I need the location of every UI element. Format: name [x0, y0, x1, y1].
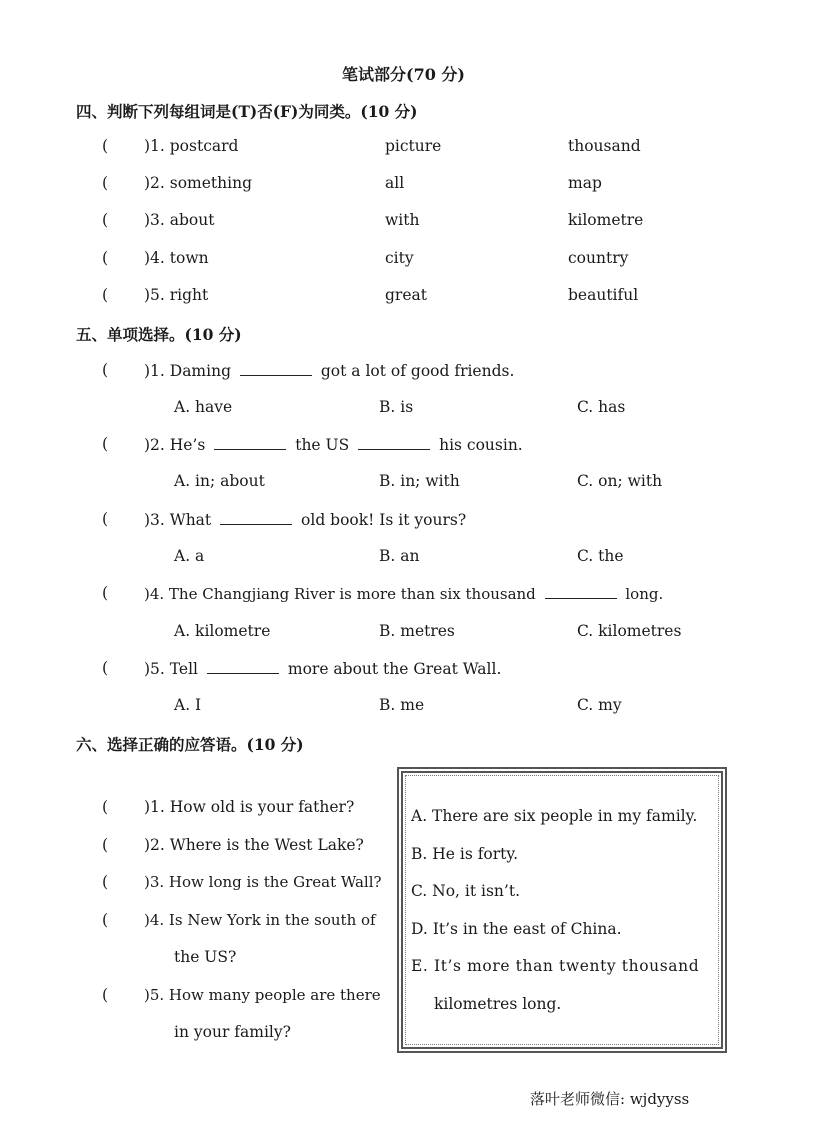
- question-text: the US: [295, 436, 350, 454]
- option-c[interactable]: C. has: [577, 398, 626, 416]
- dialogue-question: )2. Where is the West Lake?: [144, 836, 364, 854]
- answer-blank[interactable]: [220, 510, 292, 525]
- item-word-2: city: [385, 249, 414, 267]
- section-5-heading: 五、单项选择。(10 分): [76, 325, 242, 344]
- question-text: )5. Tell: [144, 660, 198, 678]
- answer-blank[interactable]: [358, 435, 430, 450]
- item-word-2: all: [385, 174, 405, 192]
- answer-paren[interactable]: (: [102, 873, 109, 891]
- option-c[interactable]: C. the: [577, 547, 624, 565]
- page-title: 笔试部分(70 分): [342, 65, 465, 84]
- option-b[interactable]: B. an: [379, 547, 420, 565]
- option-a[interactable]: A. a: [174, 547, 205, 565]
- answer-paren[interactable]: (: [102, 249, 109, 267]
- option-b[interactable]: B. me: [379, 696, 425, 714]
- question-2: [144, 435, 523, 454]
- answer-option: A. There are six people in my family.: [411, 807, 698, 825]
- answer-blank[interactable]: [214, 435, 286, 450]
- section-6-heading: 六、选择正确的应答语。(10 分): [76, 735, 304, 754]
- answer-paren[interactable]: (: [102, 911, 109, 929]
- answer-paren[interactable]: (: [102, 137, 109, 155]
- option-a[interactable]: A. in; about: [174, 472, 265, 490]
- answer-option-continued: kilometres long.: [434, 995, 562, 1013]
- question-1: [144, 361, 514, 380]
- answer-paren[interactable]: (: [102, 798, 109, 816]
- answer-blank[interactable]: [240, 361, 312, 376]
- question-text: old book! Is it yours?: [301, 511, 467, 529]
- item-word-2: great: [385, 286, 427, 304]
- answer-blank[interactable]: [545, 584, 617, 599]
- answer-option: E. It’s more than twenty thousand: [411, 957, 700, 975]
- dialogue-question-continued: the US?: [174, 948, 237, 966]
- question-text: )2. He’s: [144, 436, 206, 454]
- answer-paren[interactable]: (: [102, 211, 109, 229]
- question-text: )3. What: [144, 511, 212, 529]
- item-word-1: )5. right: [144, 286, 209, 304]
- option-a[interactable]: A. I: [174, 696, 202, 714]
- item-word-3: country: [568, 249, 629, 267]
- item-word-3: beautiful: [568, 286, 639, 304]
- item-word-3: kilometre: [568, 211, 644, 229]
- item-word-1: )4. town: [144, 249, 209, 267]
- item-word-1: )1. postcard: [144, 137, 239, 155]
- answer-paren[interactable]: (: [102, 286, 109, 304]
- answer-paren[interactable]: (: [102, 510, 109, 528]
- option-a[interactable]: A. kilometre: [174, 622, 271, 640]
- item-word-1: )3. about: [144, 211, 215, 229]
- question-text: his cousin.: [439, 436, 523, 454]
- footer-contact: 落叶老师微信: wjdyyss: [530, 1090, 690, 1108]
- answer-option: C. No, it isn’t.: [411, 882, 520, 900]
- option-c[interactable]: C. on; with: [577, 472, 663, 490]
- option-b[interactable]: B. metres: [379, 622, 455, 640]
- answer-paren[interactable]: (: [102, 584, 109, 602]
- item-word-2: with: [385, 211, 420, 229]
- option-c[interactable]: C. kilometres: [577, 622, 682, 640]
- section-4-heading: 四、判断下列每组词是(T)否(F)为同类。(10 分): [76, 102, 418, 121]
- dialogue-question-continued: in your family?: [174, 1023, 291, 1041]
- answer-option: B. He is forty.: [411, 845, 519, 863]
- question-text: got a lot of good friends.: [320, 362, 515, 380]
- option-b[interactable]: B. is: [379, 398, 414, 416]
- answer-option: D. It’s in the east of China.: [411, 920, 622, 938]
- question-5: [144, 659, 501, 678]
- dialogue-question: )3. How long is the Great Wall?: [144, 873, 382, 891]
- item-word-3: map: [568, 174, 602, 192]
- question-text: )4. The Changjiang River is more than six thousand: [144, 585, 536, 603]
- answer-paren[interactable]: (: [102, 174, 109, 192]
- question-3: [144, 510, 466, 529]
- dialogue-question: )1. How old is your father?: [144, 798, 355, 816]
- question-text: more about the Great Wall.: [287, 660, 502, 678]
- item-word-1: )2. something: [144, 174, 252, 192]
- item-word-2: picture: [385, 137, 442, 155]
- item-word-3: thousand: [568, 137, 641, 155]
- answer-paren[interactable]: (: [102, 986, 109, 1004]
- answer-paren[interactable]: (: [102, 836, 109, 854]
- answer-paren[interactable]: (: [102, 659, 109, 677]
- option-a[interactable]: A. have: [174, 398, 233, 416]
- question-4: [144, 584, 663, 603]
- option-b[interactable]: B. in; with: [379, 472, 460, 490]
- answer-paren[interactable]: (: [102, 435, 109, 453]
- dialogue-question: )4. Is New York in the south of: [144, 911, 376, 929]
- answer-paren[interactable]: (: [102, 361, 109, 379]
- dialogue-question: )5. How many people are there: [144, 986, 381, 1004]
- option-c[interactable]: C. my: [577, 696, 622, 714]
- question-text: )1. Daming: [144, 362, 231, 380]
- question-text: long.: [625, 585, 664, 603]
- answer-blank[interactable]: [207, 659, 279, 674]
